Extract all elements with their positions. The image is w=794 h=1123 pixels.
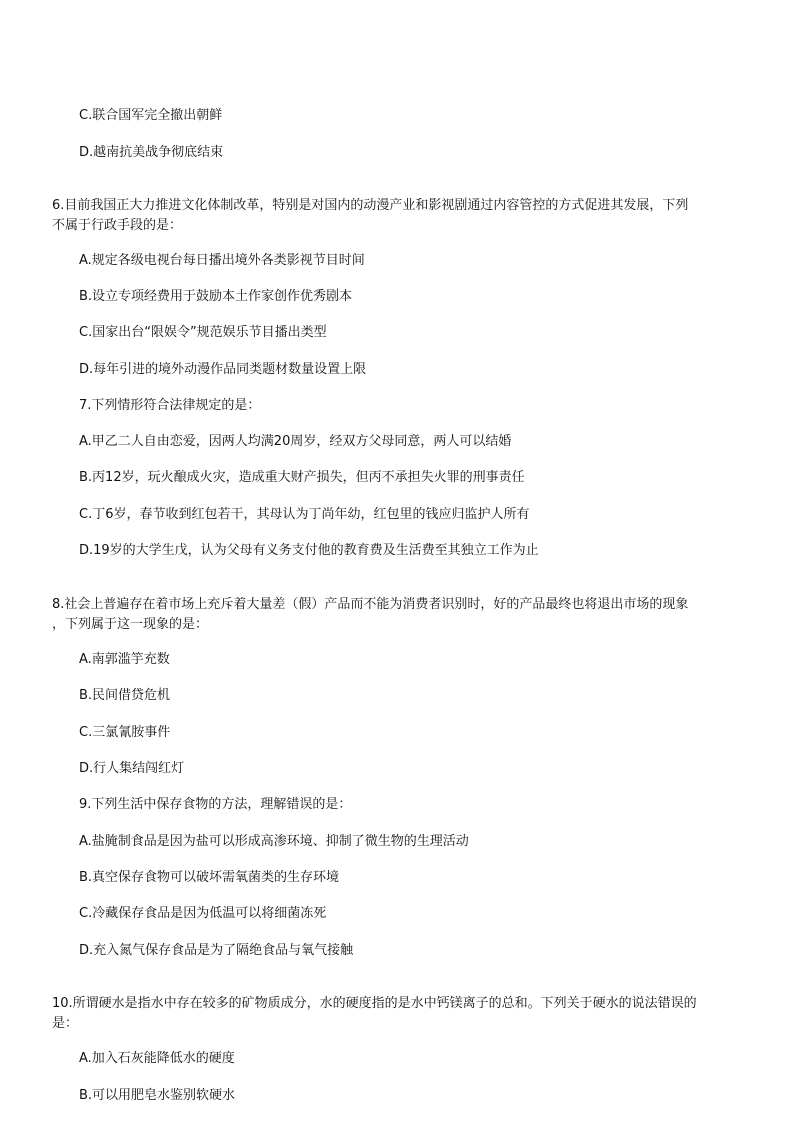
q7-option-d: D.19岁的大学生戊，认为父母有义务支付他的教育费及生活费至其独立工作为止 xyxy=(79,543,539,558)
q9-option-c: C.冷藏保存食品是因为低温可以将细菌冻死 xyxy=(79,906,327,921)
q9-stem: 9.下列生活中保存食物的方法，理解错误的是： xyxy=(79,797,352,812)
q8-option-c: C.三氯氰胺事件 xyxy=(79,725,171,740)
q7-option-b: B.丙12岁，玩火酿成火灾，造成重大财产损失，但丙不承担失火罪的刑事责任 xyxy=(79,470,525,485)
q8-stem-line-2: ，下列属于这一现象的是： xyxy=(52,617,209,632)
q6-option-c: C.国家出台“限娱令”规范娱乐节目播出类型 xyxy=(79,325,327,340)
q6-option-b: B.设立专项经费用于鼓励本土作家创作优秀剧本 xyxy=(79,289,353,304)
q10-option-b: B.可以用肥皂水鉴别软硬水 xyxy=(79,1088,236,1103)
q5-option-d: D.越南抗美战争彻底结束 xyxy=(79,145,224,160)
q10-stem xyxy=(52,994,772,1034)
q7-option-a: A.甲乙二人自由恋爱，因两人均满20周岁，经双方父母同意，两人可以结婚 xyxy=(79,434,512,449)
q6-option-a: A.规定各级电视台每日播出境外各类影视节目时间 xyxy=(79,253,365,268)
q9-option-a: A.盐腌制食品是因为盐可以形成高渗环境、抑制了微生物的生理活动 xyxy=(79,834,469,849)
q6-stem-line-1: 6.目前我国正大力推进文化体制改革，特别是对国内的动漫产业和影视剧通过内容管控的方式促进其发展，下列 xyxy=(52,198,689,213)
q7-stem: 7.下列情形符合法律规定的是： xyxy=(79,398,261,413)
q7-option-c: C.丁6岁，春节收到红包若干，其母认为丁尚年幼，红包里的钱应归监护人所有 xyxy=(79,507,530,522)
q8-stem-line-1: 8.社会上普遍存在着市场上充斥着大量差（假）产品而不能为消费者识别时，好的产品最终也将退出市场的现象 xyxy=(52,597,689,612)
q10-option-a: A.加入石灰能降低水的硬度 xyxy=(79,1051,235,1066)
q8-stem xyxy=(52,595,772,635)
q8-option-d: D.行人集结闯红灯 xyxy=(79,761,185,776)
q10-stem-line-1: 10.所谓硬水是指水中存在较多的矿物质成分，水的硬度指的是水中钙镁离子的总和。下列关于硬水的说法错误的 xyxy=(52,996,697,1011)
q6-stem-line-2: 不属于行政手段的是： xyxy=(52,218,183,233)
q9-option-d: D.充入氮气保存食品是为了隔绝食品与氧气接触 xyxy=(79,943,354,958)
q9-option-b: B.真空保存食物可以破坏需氧菌类的生存环境 xyxy=(79,870,340,885)
q6-option-d: D.每年引进的境外动漫作品同类题材数量设置上限 xyxy=(79,362,367,377)
q10-stem-line-2: 是： xyxy=(52,1016,79,1031)
q6-stem xyxy=(52,196,772,236)
q8-option-b: B.民间借贷危机 xyxy=(79,688,171,703)
q8-option-a: A.南郭滥竽充数 xyxy=(79,652,170,667)
q5-option-c: C.联合国军完全撤出朝鲜 xyxy=(79,108,223,123)
